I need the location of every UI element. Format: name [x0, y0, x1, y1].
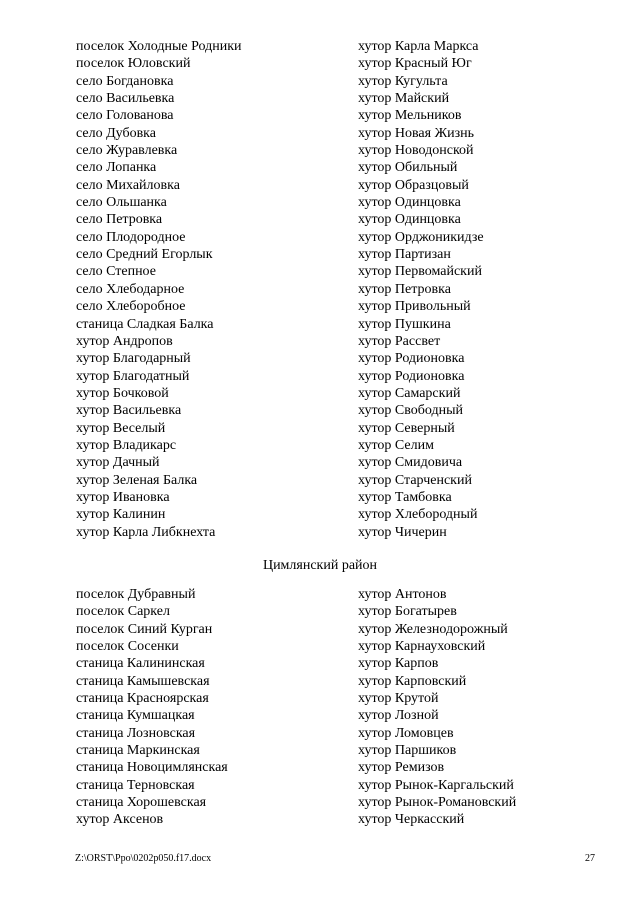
- settlement-item: хутор Лозной: [358, 708, 439, 724]
- settlement-item: хутор Ивановка: [76, 489, 170, 505]
- page-number: 27: [585, 853, 595, 864]
- settlement-item: село Плодородное: [76, 229, 186, 245]
- settlement-item: хутор Партизан: [358, 247, 451, 263]
- settlement-item: хутор Петровка: [358, 281, 451, 297]
- settlement-item: хутор Андропов: [76, 333, 173, 349]
- settlement-item: хутор Майский: [358, 91, 450, 107]
- settlement-item: хутор Ломовцев: [358, 725, 454, 741]
- settlement-item: хутор Владикарс: [76, 437, 177, 453]
- district-heading: Цимлянский район: [262, 558, 378, 573]
- settlement-item: хутор Рассвет: [358, 333, 441, 349]
- settlement-item: поселок Холодные Родники: [76, 39, 242, 54]
- settlement-item: село Ольшанка: [76, 195, 167, 211]
- settlement-item: хутор Образцовый: [358, 177, 469, 193]
- settlement-item: поселок Саркел: [76, 604, 170, 620]
- settlement-item: хутор Красный Юг: [358, 56, 472, 72]
- settlement-item: поселок Сосенки: [76, 639, 179, 655]
- settlement-item: село Петровка: [76, 212, 163, 228]
- settlement-item: хутор Родионовка: [358, 351, 465, 367]
- settlement-item: хутор Первомайский: [358, 264, 482, 280]
- settlement-item: хутор Самарский: [358, 385, 461, 401]
- settlement-item: село Голованова: [76, 108, 174, 124]
- settlement-item: станица Маркинская: [76, 743, 200, 759]
- settlement-item: хутор Одинцовка: [358, 195, 461, 211]
- settlement-item: хутор Рынок-Романовский: [358, 795, 517, 811]
- settlements-column-left: [76, 586, 228, 829]
- settlement-item: село Хлебодарное: [76, 281, 185, 297]
- settlement-item: хутор Старченский: [358, 472, 472, 488]
- settlement-item: село Лопанка: [76, 160, 157, 176]
- settlement-item: хутор Тамбовка: [358, 489, 452, 505]
- settlement-item: село Степное: [76, 264, 156, 280]
- settlement-item: хутор Свободный: [358, 403, 463, 419]
- settlement-item: станица Лозновская: [76, 725, 196, 741]
- settlement-item: поселок Синий Курган: [76, 621, 213, 637]
- settlement-item: хутор Хлебородный: [358, 507, 478, 523]
- settlement-item: станица Новоцимлянская: [76, 760, 228, 776]
- settlement-item: хутор Зеленая Балка: [76, 472, 198, 488]
- settlement-item: хутор Обильный: [358, 160, 458, 176]
- settlement-item: хутор Антонов: [358, 587, 447, 602]
- settlement-item: хутор Новая Жизнь: [358, 125, 475, 141]
- settlement-item: хутор Ремизов: [358, 760, 445, 776]
- settlements-column-left: [76, 38, 242, 541]
- settlements-list-tsimlyansky: [0, 586, 640, 836]
- settlement-item: хутор Калинин: [76, 507, 166, 523]
- settlement-item: хутор Железнодорожный: [358, 621, 508, 637]
- settlement-item: хутор Орджоникидзе: [358, 229, 484, 245]
- settlement-item: станица Калининская: [76, 656, 205, 672]
- settlement-item: хутор Крутой: [358, 691, 439, 707]
- settlement-item: станица Хорошевская: [76, 795, 207, 811]
- settlement-item: хутор Кугульта: [358, 73, 448, 89]
- settlement-item: хутор Родионовка: [358, 368, 465, 384]
- settlement-item: село Средний Егорлык: [76, 247, 213, 263]
- settlement-item: село Журавлевка: [76, 143, 178, 159]
- settlement-item: хутор Карповский: [358, 673, 467, 689]
- settlement-item: хутор Смидовича: [358, 455, 463, 471]
- settlement-item: хутор Бочковой: [76, 385, 169, 401]
- settlement-item: хутор Карпов: [358, 656, 439, 672]
- settlement-item: поселок Дубравный: [76, 587, 196, 602]
- settlement-item: хутор Паршиков: [358, 743, 457, 759]
- settlement-item: станица Камышевская: [76, 673, 210, 689]
- settlement-item: хутор Новодонской: [358, 143, 474, 159]
- settlement-item: село Васильевка: [76, 91, 175, 107]
- settlement-item: хутор Веселый: [76, 420, 166, 436]
- settlement-item: хутор Пушкина: [358, 316, 451, 332]
- settlements-column-right: [358, 586, 516, 829]
- settlement-item: хутор Аксенов: [76, 812, 164, 828]
- settlement-item: хутор Чичерин: [358, 524, 447, 540]
- settlement-item: хутор Васильевка: [76, 403, 182, 419]
- settlement-item: хутор Рынок-Каргальский: [358, 777, 514, 793]
- settlement-item: хутор Карла Маркса: [358, 39, 479, 54]
- settlement-item: хутор Дачный: [76, 455, 160, 471]
- settlement-item: село Хлеборобное: [76, 299, 186, 315]
- settlement-item: станица Кумшацкая: [76, 708, 195, 724]
- settlement-item: хутор Благодатный: [76, 368, 190, 384]
- settlement-item: хутор Карла Либкнехта: [76, 524, 216, 540]
- settlement-item: хутор Карнауховский: [358, 639, 486, 655]
- settlement-item: село Дубовка: [76, 125, 156, 141]
- settlement-item: село Михайловка: [76, 177, 180, 193]
- settlement-item: хутор Богатырев: [358, 604, 457, 620]
- settlement-item: хутор Мельников: [358, 108, 462, 124]
- settlement-item: станица Красноярская: [76, 691, 209, 707]
- settlement-item: поселок Юловский: [76, 56, 191, 72]
- settlement-item: хутор Благодарный: [76, 351, 191, 367]
- footer-file-path: Z:\ORST\Ppo\0202p050.f17.docx: [75, 853, 212, 864]
- settlement-item: станица Сладкая Балка: [76, 316, 214, 332]
- settlement-item: хутор Одинцовка: [358, 212, 461, 228]
- settlement-item: станица Терновская: [76, 777, 195, 793]
- settlements-column-right: [358, 38, 484, 541]
- settlement-item: хутор Черкасский: [358, 812, 465, 828]
- settlements-list-top: [0, 38, 640, 548]
- settlement-item: хутор Северный: [358, 420, 455, 436]
- settlement-item: хутор Селим: [358, 437, 434, 453]
- settlement-item: хутор Привольный: [358, 299, 471, 315]
- settlement-item: село Богдановка: [76, 73, 174, 89]
